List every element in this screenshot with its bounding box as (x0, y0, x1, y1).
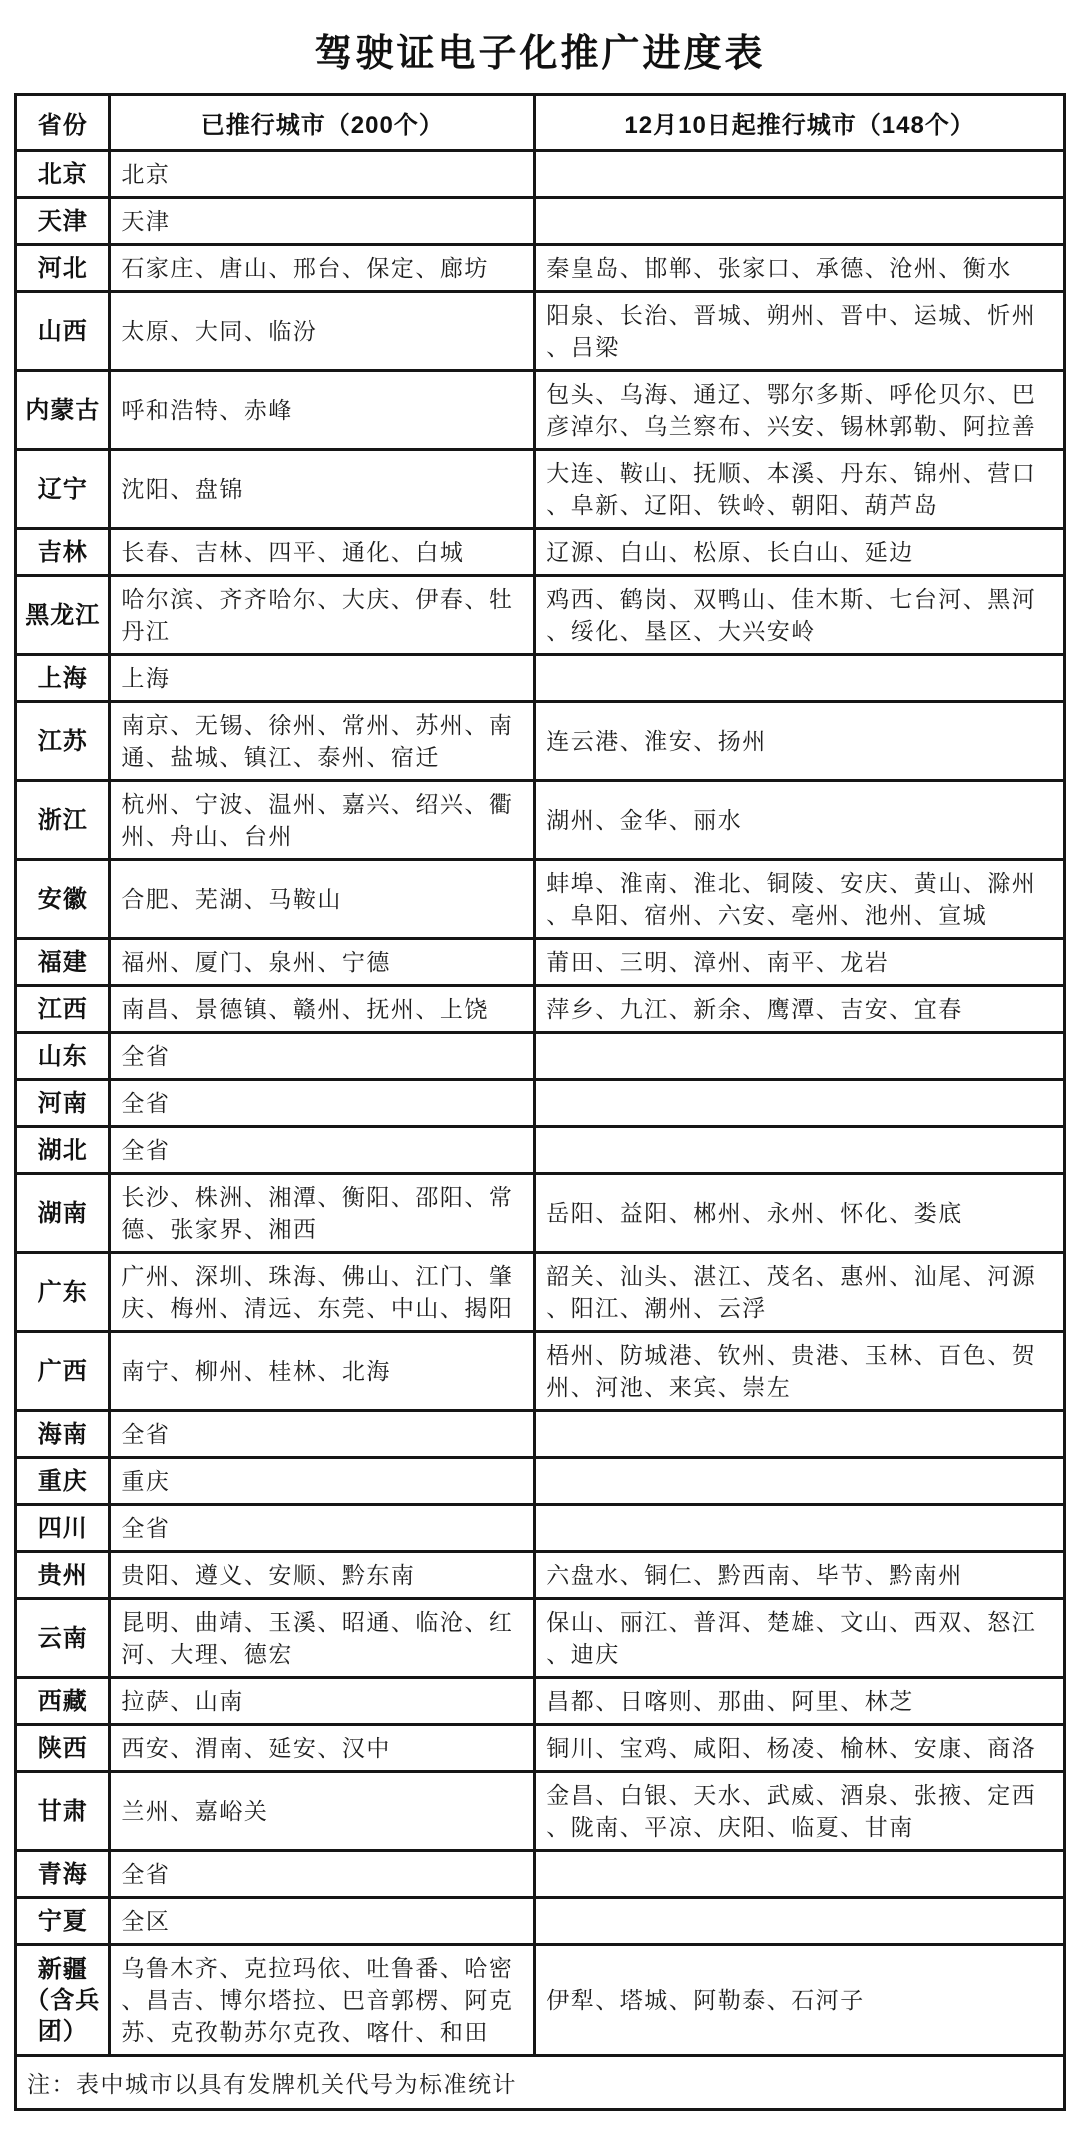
province-cell: 河南 (16, 1080, 110, 1127)
implemented-cities-cell: 上海 (110, 655, 535, 702)
table-row (16, 1505, 1065, 1552)
upcoming-cities-cell (535, 1080, 1065, 1127)
province-cell: 湖南 (16, 1174, 110, 1253)
table-row (16, 1552, 1065, 1599)
province-cell: 上海 (16, 655, 110, 702)
province-cell: 河北 (16, 245, 110, 292)
implemented-cities-cell: 福州、厦门、泉州、宁德 (110, 939, 535, 986)
table-row (16, 939, 1065, 986)
implemented-cities-cell: 呼和浩特、赤峰 (110, 371, 535, 450)
page-title: 驾驶证电子化推广进度表 (314, 33, 766, 75)
implemented-cities-cell: 长沙、株洲、湘潭、衡阳、邵阳、常德、张家界、湘西 (110, 1174, 535, 1253)
province-cell: 广东 (16, 1253, 110, 1332)
table-row (16, 151, 1065, 198)
implemented-cities-cell: 杭州、宁波、温州、嘉兴、绍兴、衢州、舟山、台州 (110, 781, 535, 860)
upcoming-cities-cell: 昌都、日喀则、那曲、阿里、林芝 (535, 1678, 1065, 1725)
upcoming-cities-cell: 铜川、宝鸡、咸阳、杨凌、榆林、安康、商洛 (535, 1725, 1065, 1772)
table-row (16, 1599, 1065, 1678)
upcoming-cities-cell: 辽源、白山、松原、长白山、延边 (535, 529, 1065, 576)
implemented-cities-cell: 长春、吉林、四平、通化、白城 (110, 529, 535, 576)
province-cell: 湖北 (16, 1127, 110, 1174)
implemented-cities-cell: 乌鲁木齐、克拉玛依、吐鲁番、哈密、昌吉、博尔塔拉、巴音郭楞、阿克苏、克孜勒苏尔克孜、喀什、和田 (110, 1945, 535, 2056)
upcoming-cities-cell: 萍乡、九江、新余、鹰潭、吉安、宜春 (535, 986, 1065, 1033)
upcoming-cities-cell: 秦皇岛、邯郸、张家口、承德、沧州、衡水 (535, 245, 1065, 292)
header-row (16, 95, 1065, 151)
province-cell: 天津 (16, 198, 110, 245)
implemented-cities-cell: 石家庄、唐山、邢台、保定、廊坊 (110, 245, 535, 292)
upcoming-cities-cell (535, 1033, 1065, 1080)
implemented-cities-cell: 南昌、景德镇、赣州、抚州、上饶 (110, 986, 535, 1033)
upcoming-cities-cell: 岳阳、益阳、郴州、永州、怀化、娄底 (535, 1174, 1065, 1253)
table-row (16, 1851, 1065, 1898)
table-row (16, 1772, 1065, 1851)
province-cell: 辽宁 (16, 450, 110, 529)
upcoming-cities-cell: 保山、丽江、普洱、楚雄、文山、西双、怒江、迪庆 (535, 1599, 1065, 1678)
province-cell: 甘肃 (16, 1772, 110, 1851)
upcoming-cities-cell: 金昌、白银、天水、武威、酒泉、张掖、定西、陇南、平凉、庆阳、临夏、甘南 (535, 1772, 1065, 1851)
table-body (16, 151, 1065, 2056)
implemented-cities-cell: 西安、渭南、延安、汉中 (110, 1725, 535, 1772)
implemented-cities-cell: 昆明、曲靖、玉溪、昭通、临沧、红河、大理、德宏 (110, 1599, 535, 1678)
table-row (16, 1678, 1065, 1725)
table-row (16, 1033, 1065, 1080)
table-row (16, 1725, 1065, 1772)
province-cell: 吉林 (16, 529, 110, 576)
upcoming-cities-cell: 包头、乌海、通辽、鄂尔多斯、呼伦贝尔、巴彦淖尔、乌兰察布、兴安、锡林郭勒、阿拉善 (535, 371, 1065, 450)
province-cell: 山西 (16, 292, 110, 371)
implemented-cities-cell: 广州、深圳、珠海、佛山、江门、肇庆、梅州、清远、东莞、中山、揭阳 (110, 1253, 535, 1332)
table-row (16, 450, 1065, 529)
implemented-cities-cell: 全省 (110, 1411, 535, 1458)
header-upcoming-cities: 12月10日起推行城市（148个） (535, 95, 1065, 151)
upcoming-cities-cell: 梧州、防城港、钦州、贵港、玉林、百色、贺州、河池、来宾、崇左 (535, 1332, 1065, 1411)
table-row (16, 245, 1065, 292)
table-footer (16, 2056, 1065, 2110)
table-row (16, 986, 1065, 1033)
table-row (16, 198, 1065, 245)
upcoming-cities-cell: 莆田、三明、漳州、南平、龙岩 (535, 939, 1065, 986)
upcoming-cities-cell (535, 1505, 1065, 1552)
province-cell: 内蒙古 (16, 371, 110, 450)
table-row (16, 1898, 1065, 1945)
province-cell: 四川 (16, 1505, 110, 1552)
province-cell: 西藏 (16, 1678, 110, 1725)
table-row (16, 1332, 1065, 1411)
implemented-cities-cell: 贵阳、遵义、安顺、黔东南 (110, 1552, 535, 1599)
implemented-cities-cell: 重庆 (110, 1458, 535, 1505)
implemented-cities-cell: 哈尔滨、齐齐哈尔、大庆、伊春、牡丹江 (110, 576, 535, 655)
implemented-cities-cell: 全省 (110, 1033, 535, 1080)
province-cell: 青海 (16, 1851, 110, 1898)
upcoming-cities-cell: 韶关、汕头、湛江、茂名、惠州、汕尾、河源、阳江、潮州、云浮 (535, 1253, 1065, 1332)
note-row (16, 2056, 1065, 2110)
province-cell: 海南 (16, 1411, 110, 1458)
table-row (16, 655, 1065, 702)
header-implemented-cities: 已推行城市（200个） (110, 95, 535, 151)
upcoming-cities-cell: 连云港、淮安、扬州 (535, 702, 1065, 781)
table-row (16, 371, 1065, 450)
province-cell: 贵州 (16, 1552, 110, 1599)
province-cell: 广西 (16, 1332, 110, 1411)
upcoming-cities-cell: 伊犁、塔城、阿勒泰、石河子 (535, 1945, 1065, 2056)
implemented-cities-cell: 兰州、嘉峪关 (110, 1772, 535, 1851)
upcoming-cities-cell (535, 1127, 1065, 1174)
table-row (16, 292, 1065, 371)
table-row (16, 1411, 1065, 1458)
implemented-cities-cell: 全省 (110, 1505, 535, 1552)
table-row (16, 1080, 1065, 1127)
implemented-cities-cell: 全省 (110, 1851, 535, 1898)
table-row (16, 1127, 1065, 1174)
table-row (16, 1174, 1065, 1253)
implemented-cities-cell: 南宁、柳州、桂林、北海 (110, 1332, 535, 1411)
table-row (16, 576, 1065, 655)
upcoming-cities-cell: 湖州、金华、丽水 (535, 781, 1065, 860)
upcoming-cities-cell (535, 1458, 1065, 1505)
table-row (16, 1253, 1065, 1332)
upcoming-cities-cell (535, 198, 1065, 245)
implemented-cities-cell: 南京、无锡、徐州、常州、苏州、南通、盐城、镇江、泰州、宿迁 (110, 702, 535, 781)
table-row (16, 1458, 1065, 1505)
implemented-cities-cell: 全省 (110, 1127, 535, 1174)
implemented-cities-cell: 北京 (110, 151, 535, 198)
upcoming-cities-cell (535, 1898, 1065, 1945)
province-cell: 重庆 (16, 1458, 110, 1505)
upcoming-cities-cell: 六盘水、铜仁、黔西南、毕节、黔南州 (535, 1552, 1065, 1599)
implemented-cities-cell: 沈阳、盘锦 (110, 450, 535, 529)
upcoming-cities-cell: 阳泉、长治、晋城、朔州、晋中、运城、忻州、吕梁 (535, 292, 1065, 371)
table-header (16, 95, 1065, 151)
table-row (16, 529, 1065, 576)
province-cell: 云南 (16, 1599, 110, 1678)
province-cell: 陕西 (16, 1725, 110, 1772)
implemented-cities-cell: 太原、大同、临汾 (110, 292, 535, 371)
table-row (16, 781, 1065, 860)
header-province: 省份 (16, 95, 110, 151)
implemented-cities-cell: 全省 (110, 1080, 535, 1127)
province-cell: 宁夏 (16, 1898, 110, 1945)
table-row (16, 702, 1065, 781)
province-cell: 北京 (16, 151, 110, 198)
province-cell: 黑龙江 (16, 576, 110, 655)
upcoming-cities-cell: 鸡西、鹤岗、双鸭山、佳木斯、七台河、黑河、绥化、垦区、大兴安岭 (535, 576, 1065, 655)
table-row (16, 860, 1065, 939)
footnote: 注：表中城市以具有发牌机关代号为标准统计 (16, 2056, 1065, 2110)
upcoming-cities-cell (535, 1851, 1065, 1898)
province-cell: 浙江 (16, 781, 110, 860)
table-row (16, 1945, 1065, 2056)
implemented-cities-cell: 全区 (110, 1898, 535, 1945)
province-cell: 江苏 (16, 702, 110, 781)
province-cell: 福建 (16, 939, 110, 986)
upcoming-cities-cell (535, 151, 1065, 198)
upcoming-cities-cell: 蚌埠、淮南、淮北、铜陵、安庆、黄山、滁州、阜阳、宿州、六安、亳州、池州、宣城 (535, 860, 1065, 939)
upcoming-cities-cell: 大连、鞍山、抚顺、本溪、丹东、锦州、营口、阜新、辽阳、铁岭、朝阳、葫芦岛 (535, 450, 1065, 529)
implemented-cities-cell: 合肥、芜湖、马鞍山 (110, 860, 535, 939)
upcoming-cities-cell (535, 655, 1065, 702)
upcoming-cities-cell (535, 1411, 1065, 1458)
province-cell: 新疆（含兵团） (16, 1945, 110, 2056)
progress-table (14, 93, 1066, 2111)
implemented-cities-cell: 天津 (110, 198, 535, 245)
province-cell: 山东 (16, 1033, 110, 1080)
province-cell: 安徽 (16, 860, 110, 939)
province-cell: 江西 (16, 986, 110, 1033)
implemented-cities-cell: 拉萨、山南 (110, 1678, 535, 1725)
